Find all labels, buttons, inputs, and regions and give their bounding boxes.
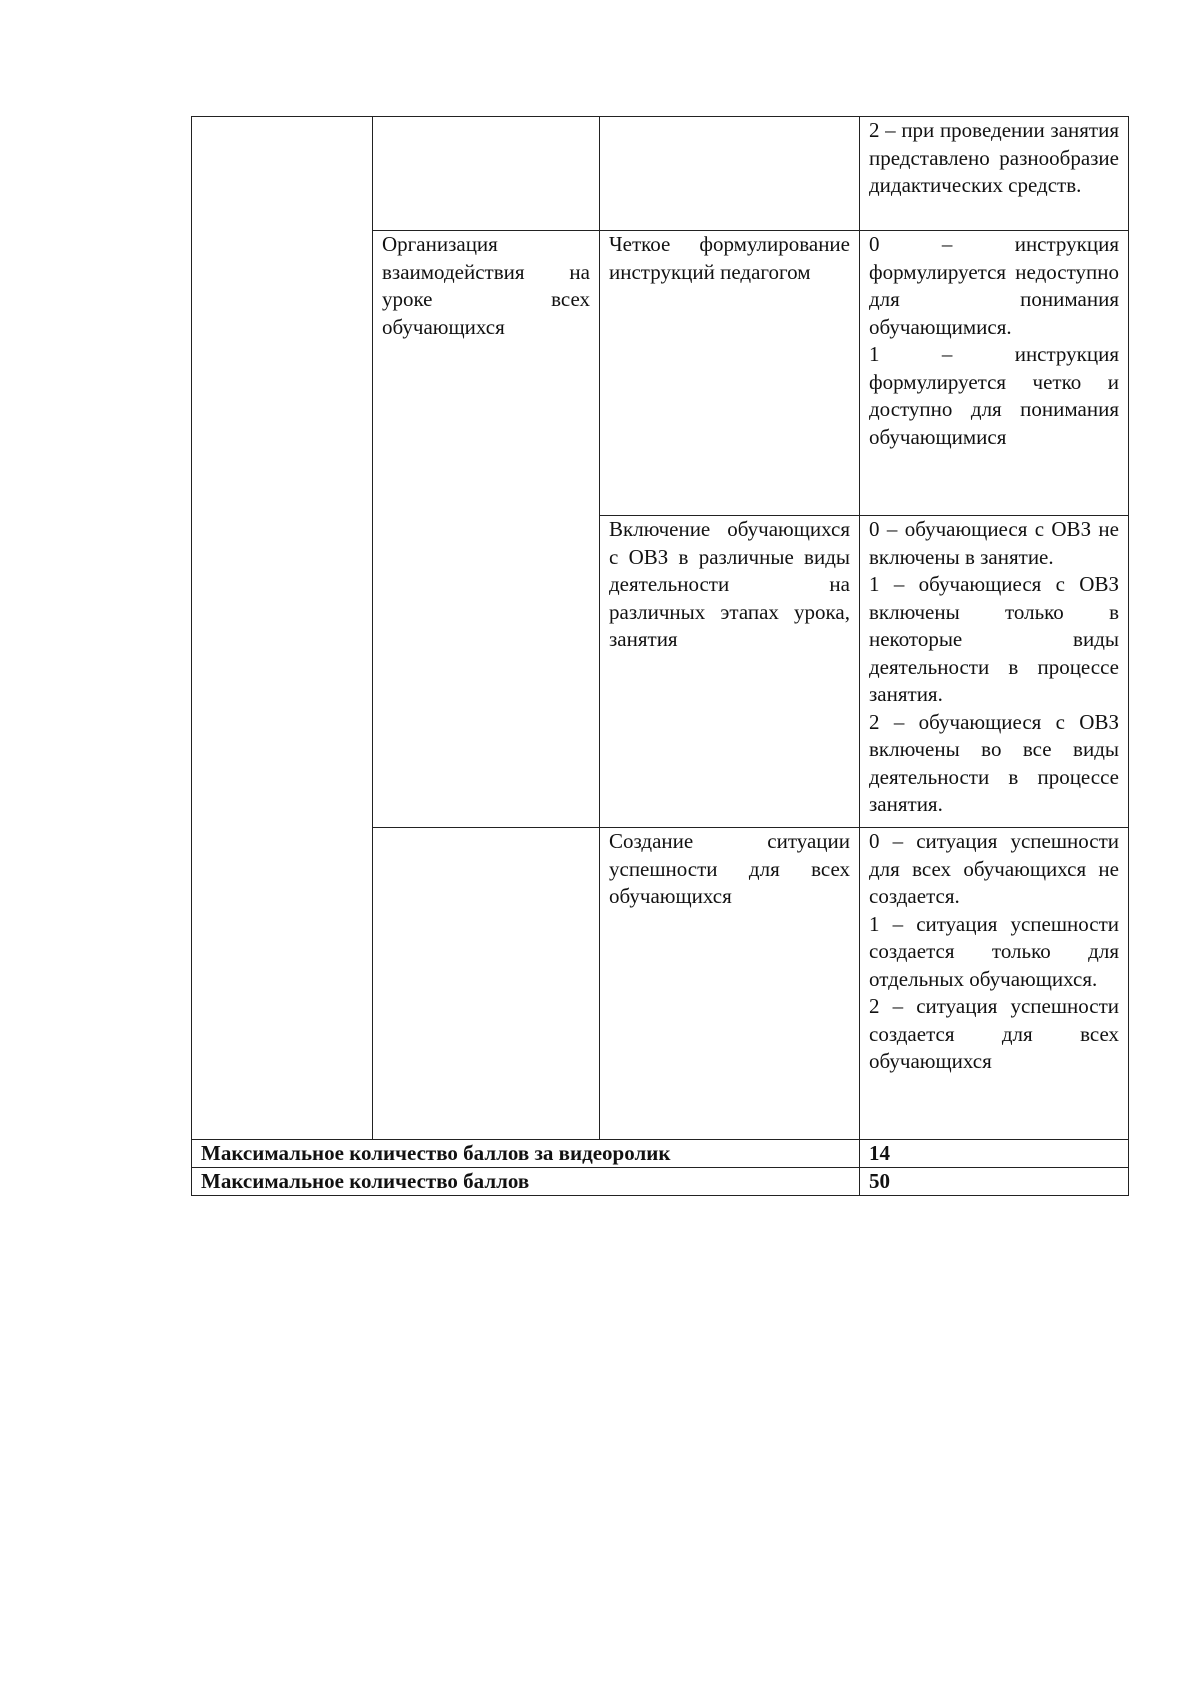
- total-row: [192, 1140, 1129, 1168]
- scoring-cell: [860, 828, 1129, 1140]
- indicator-cell: [373, 828, 600, 1140]
- criterion-text: Создание ситуации успешности для всех обучающихся: [609, 829, 850, 908]
- indicator-text: Организация взаимодействия на уроке всех обучающихся: [382, 232, 590, 339]
- criterion-text: Включение обучающихся с ОВЗ в различные виды деятельности на различных этапах урока, занятия: [609, 517, 850, 651]
- criterion-text: Четкое формулирование инструкций педагогом: [609, 232, 850, 284]
- criterion-cell: [600, 828, 860, 1140]
- criterion-cell: [600, 231, 860, 516]
- scoring-text: 0 – обучающиеся с ОВЗ не включены в занятие. 1 – обучающиеся с ОВЗ включены только в некоторые виды деятельности в процессе занятия. 2 – обучающиеся с ОВЗ включены во все виды деятельности в процессе занятия.: [869, 517, 1119, 816]
- scoring-cell: [860, 231, 1129, 516]
- scoring-cell: [860, 117, 1129, 231]
- indicator-cell: [373, 117, 600, 231]
- total-video-label: Максимальное количество баллов за видеоролик: [192, 1140, 860, 1168]
- scoring-cell: [860, 516, 1129, 828]
- scoring-text: 0 – инструкция формулируется недоступно для понимания обучающимися. 1 – инструкция формулируется четко и доступно для понимания обучающимися: [869, 232, 1119, 449]
- total-max-label: Максимальное количество баллов: [192, 1168, 860, 1196]
- total-video-value: 14: [860, 1140, 1129, 1168]
- criterion-cell: [600, 516, 860, 828]
- scoring-text: 0 – ситуация успешности для всех обучающихся не создается. 1 – ситуация успешности создается только для отдельных обучающихся. 2 – ситуация успешности создается для всех обучающихся: [869, 829, 1119, 1073]
- total-row: [192, 1168, 1129, 1196]
- indicator-cell: [373, 231, 600, 828]
- scoring-text: 2 – при проведении занятия представлено разнообразие дидактических средств.: [869, 118, 1119, 197]
- criterion-cell: [600, 117, 860, 231]
- table-row: [192, 117, 1129, 231]
- total-max-value: 50: [860, 1168, 1129, 1196]
- section-cell-empty: [192, 117, 373, 1140]
- evaluation-criteria-table: [191, 116, 1129, 1196]
